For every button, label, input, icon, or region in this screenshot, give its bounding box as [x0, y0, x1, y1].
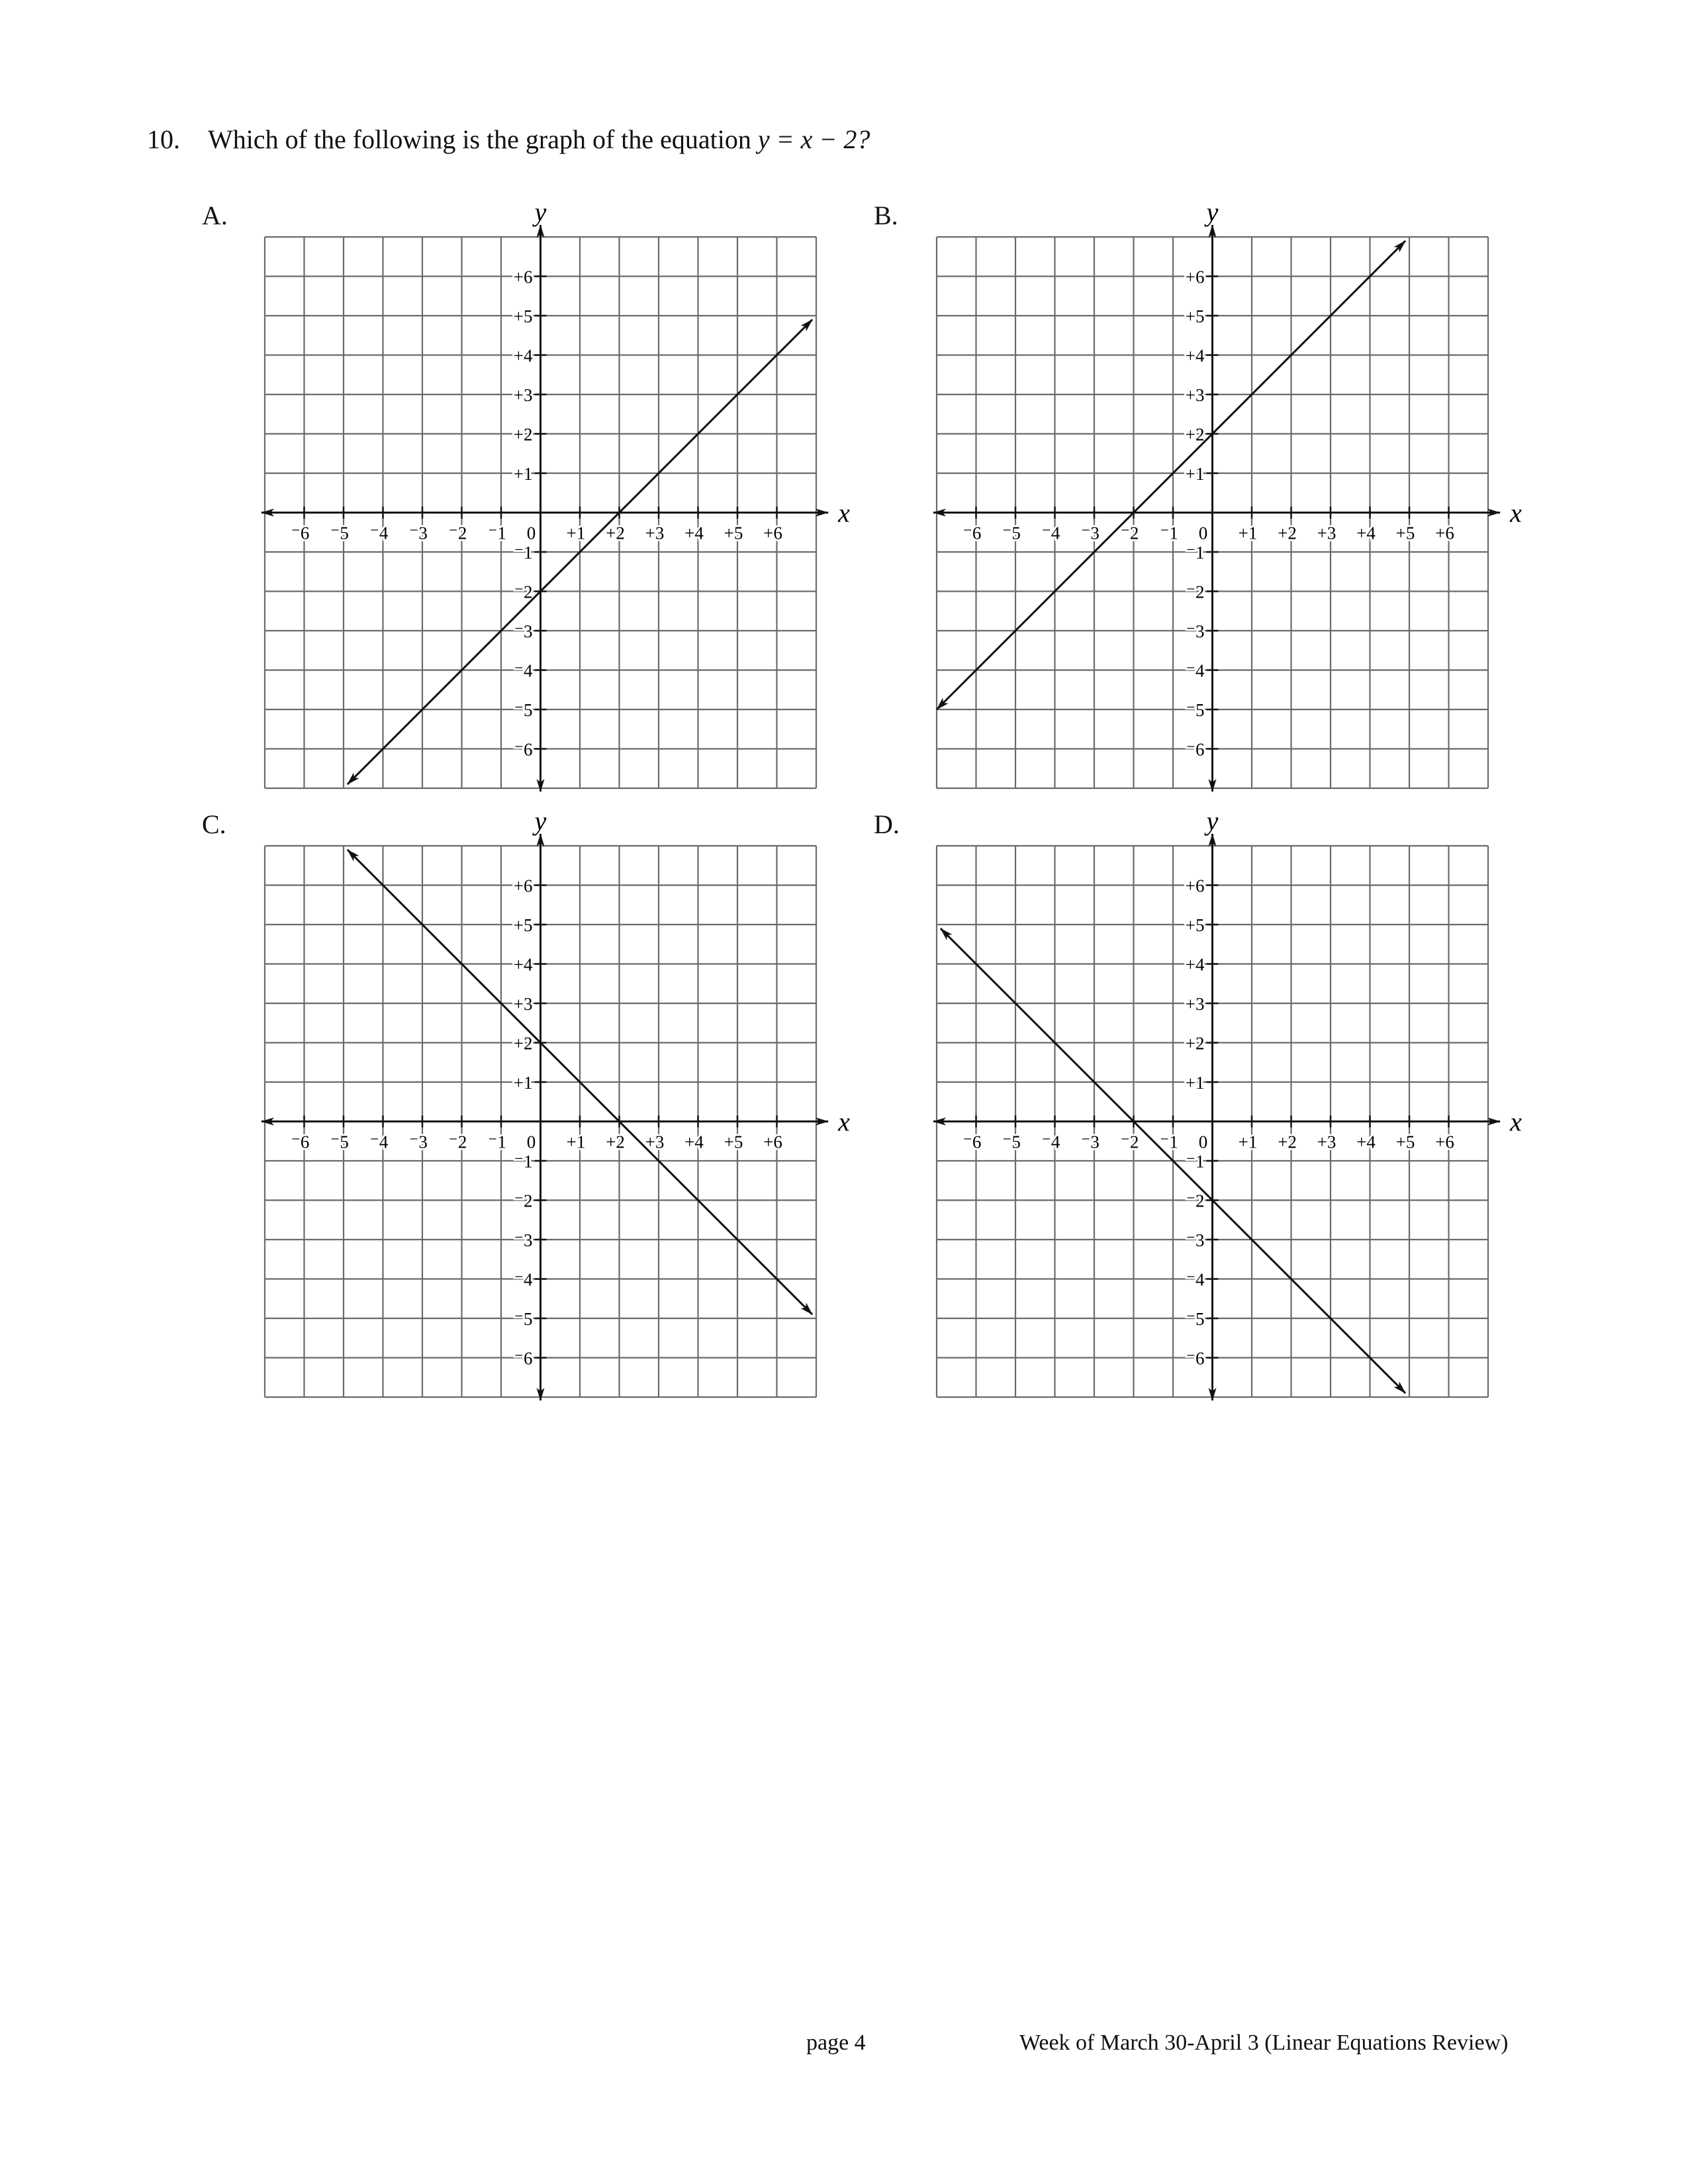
footer-week: Week of March 30-April 3 (Linear Equations Review)	[1019, 2030, 1509, 2055]
x-tick-label: +5	[1395, 1132, 1415, 1152]
x-tick-label: ⁻5	[330, 523, 349, 543]
x-tick-label: +4	[1356, 523, 1376, 543]
x-tick-label: ⁻6	[291, 1132, 310, 1152]
x-tick-label: ⁻6	[962, 523, 982, 543]
y-tick-label: +3	[513, 994, 533, 1014]
x-tick-label: +1	[1238, 1132, 1258, 1152]
x-tick-label: +5	[724, 523, 743, 543]
x-tick-label: ⁻1	[1160, 1132, 1178, 1152]
question-equation: y = x − 2?	[757, 124, 870, 154]
x-tick-label: +4	[684, 1132, 704, 1152]
y-tick-label: ⁻5	[1186, 700, 1205, 720]
x-axis-label: x	[838, 498, 850, 528]
x-axis-label: x	[1510, 1107, 1522, 1137]
x-tick-label: +6	[763, 1132, 782, 1152]
x-tick-label: +2	[606, 1132, 625, 1152]
y-tick-label: ⁻3	[514, 1230, 533, 1250]
y-tick-label: +2	[1185, 424, 1205, 445]
y-tick-label: +3	[1185, 994, 1205, 1014]
x-tick-label: +4	[1356, 1132, 1376, 1152]
coordinate-plane	[874, 807, 1536, 1436]
y-tick-label: +3	[513, 385, 533, 405]
x-tick-label: ⁻5	[1002, 523, 1021, 543]
question-number: 10.	[147, 124, 180, 154]
y-tick-label: +1	[513, 1073, 533, 1093]
x-tick-label: ⁻4	[1041, 523, 1060, 543]
y-tick-label: +3	[1185, 385, 1205, 405]
y-tick-label: ⁻4	[514, 660, 533, 681]
y-tick-label: ⁻4	[1186, 660, 1205, 681]
y-tick-label: ⁻4	[514, 1269, 533, 1290]
x-axis-label: x	[838, 1107, 850, 1137]
x-tick-label: +3	[645, 1132, 665, 1152]
x-tick-label: ⁻5	[330, 1132, 349, 1152]
x-tick-label: ⁻2	[1120, 523, 1139, 543]
y-tick-label: ⁻2	[1186, 582, 1205, 602]
x-tick-label: ⁻5	[1002, 1132, 1021, 1152]
y-tick-label: +1	[513, 464, 533, 484]
y-tick-label: +4	[513, 954, 533, 975]
x-tick-label: ⁻3	[1081, 1132, 1100, 1152]
x-tick-label: +1	[566, 1132, 586, 1152]
x-tick-label: +2	[1278, 523, 1297, 543]
y-tick-label: +5	[513, 306, 533, 326]
x-tick-label: +2	[1278, 1132, 1297, 1152]
x-tick-label: ⁻1	[488, 523, 506, 543]
choice-label-d: D.	[874, 809, 900, 839]
y-tick-label: +4	[513, 345, 533, 366]
y-tick-label: ⁻2	[514, 582, 533, 602]
x-tick-label: +6	[1435, 1132, 1454, 1152]
y-tick-label: ⁻6	[1186, 739, 1205, 760]
y-tick-label: ⁻1	[1186, 543, 1205, 563]
graph-choice-d	[874, 807, 1536, 1436]
y-tick-label: ⁻4	[1186, 1269, 1205, 1290]
footer-page: page 4	[806, 2030, 866, 2055]
y-tick-label: +1	[1185, 1073, 1205, 1093]
y-tick-label: ⁻2	[514, 1191, 533, 1211]
x-tick-label: +6	[763, 523, 782, 543]
x-tick-label: 0	[526, 523, 536, 543]
x-tick-label: ⁻3	[1081, 523, 1100, 543]
x-tick-label: 0	[1198, 1132, 1208, 1152]
y-axis-label: y	[534, 806, 547, 836]
choice-label-b: B.	[874, 201, 898, 230]
x-tick-label: +3	[645, 523, 665, 543]
x-tick-label: ⁻2	[448, 1132, 467, 1152]
y-tick-label: ⁻1	[1186, 1152, 1205, 1171]
graph-choice-c	[202, 807, 864, 1436]
y-tick-label: +4	[1185, 954, 1205, 975]
y-tick-label: +5	[1185, 306, 1205, 326]
y-tick-label: +4	[1185, 345, 1205, 366]
x-tick-label: +1	[566, 523, 586, 543]
question	[147, 123, 870, 156]
graph-choice-b	[874, 199, 1536, 827]
y-tick-label: +6	[1185, 267, 1205, 287]
x-tick-label: ⁻3	[409, 1132, 428, 1152]
x-tick-label: ⁻2	[448, 523, 467, 543]
y-tick-label: +5	[513, 915, 533, 935]
y-tick-label: +5	[1185, 915, 1205, 935]
y-axis-label: y	[1206, 806, 1219, 836]
x-tick-label: +5	[724, 1132, 743, 1152]
y-tick-label: ⁻1	[514, 543, 533, 563]
x-tick-label: ⁻4	[369, 1132, 389, 1152]
y-tick-label: +6	[513, 876, 533, 896]
y-tick-label: ⁻6	[514, 1348, 533, 1369]
plotted-line	[937, 241, 1405, 709]
y-tick-label: ⁻6	[1186, 1348, 1205, 1369]
y-tick-label: ⁻2	[1186, 1191, 1205, 1211]
y-tick-label: ⁻1	[514, 1152, 533, 1171]
x-tick-label: +6	[1435, 523, 1454, 543]
x-tick-label: +1	[1238, 523, 1258, 543]
choice-label-a: A.	[202, 201, 228, 230]
x-tick-label: ⁻3	[409, 523, 428, 543]
question-text: Which of the following is the graph of the equation	[208, 124, 751, 154]
y-axis-label: y	[534, 197, 547, 227]
x-tick-label: +3	[1317, 523, 1336, 543]
x-tick-label: ⁻6	[962, 1132, 982, 1152]
y-axis-label: y	[1206, 197, 1219, 227]
x-tick-label: +5	[1395, 523, 1415, 543]
y-tick-label: ⁻6	[514, 739, 533, 760]
y-tick-label: +2	[513, 424, 533, 445]
y-tick-label: ⁻5	[514, 1309, 533, 1329]
y-tick-label: +1	[1185, 464, 1205, 484]
x-tick-label: +4	[684, 523, 704, 543]
x-tick-label: ⁻2	[1120, 1132, 1139, 1152]
y-tick-label: +6	[1185, 876, 1205, 896]
x-tick-label: +3	[1317, 1132, 1336, 1152]
y-tick-label: ⁻5	[1186, 1309, 1205, 1329]
y-tick-label: ⁻3	[1186, 621, 1205, 641]
x-tick-label: ⁻4	[1041, 1132, 1060, 1152]
coordinate-plane	[202, 807, 864, 1436]
y-tick-label: +2	[513, 1033, 533, 1054]
x-tick-label: ⁻4	[369, 523, 389, 543]
x-axis-label: x	[1510, 498, 1522, 528]
x-tick-label: ⁻6	[291, 523, 310, 543]
x-tick-label: ⁻1	[488, 1132, 506, 1152]
y-tick-label: +6	[513, 267, 533, 287]
y-tick-label: ⁻3	[1186, 1230, 1205, 1250]
x-tick-label: +2	[606, 523, 625, 543]
x-tick-label: 0	[1198, 523, 1208, 543]
y-tick-label: ⁻5	[514, 700, 533, 720]
y-tick-label: +2	[1185, 1033, 1205, 1054]
choice-label-c: C.	[202, 809, 226, 839]
y-tick-label: ⁻3	[514, 621, 533, 641]
coordinate-plane	[874, 199, 1536, 827]
coordinate-plane	[202, 199, 864, 827]
x-tick-label: ⁻1	[1160, 523, 1178, 543]
x-tick-label: 0	[526, 1132, 536, 1152]
graph-choice-a	[202, 199, 864, 827]
